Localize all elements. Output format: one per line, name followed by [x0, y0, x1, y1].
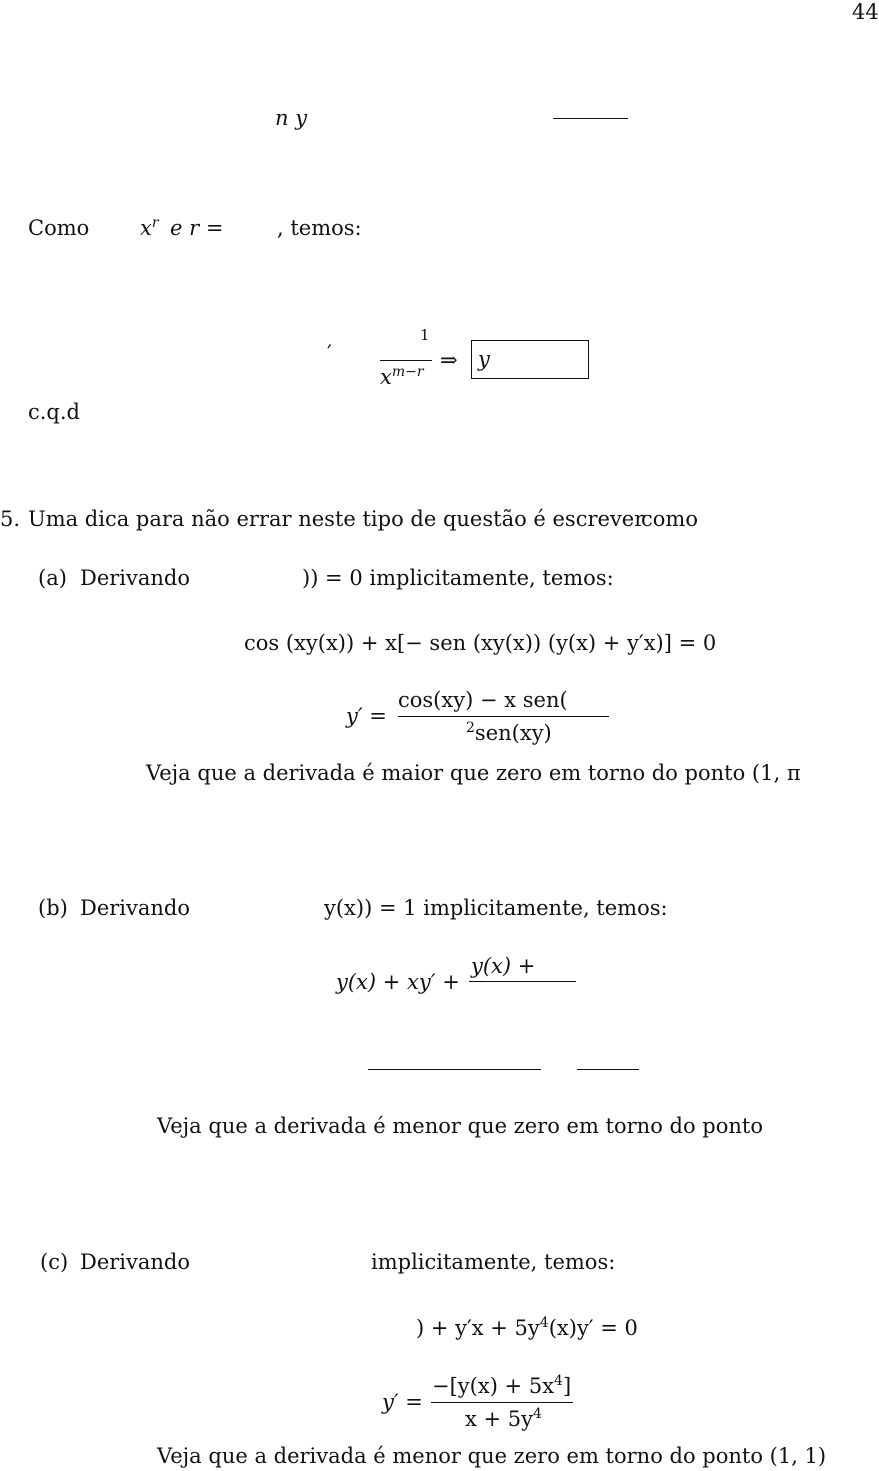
fraction-bar [553, 118, 628, 119]
item-c-eq2-denominator: $x + 5y^4$ [465, 1406, 542, 1431]
page-number: 44 [852, 0, 879, 24]
item-b-fraction-bar [469, 981, 576, 982]
item-b-remark: Veja que a derivada é menor que zero em torno do ponto [157, 1114, 763, 1138]
item-a-eq2-denominator: $^2$sen(xy) [466, 720, 552, 745]
item-a-eq2-numerator: cos(xy) − x sen( [398, 688, 568, 712]
item-a-label: (a) [38, 566, 67, 590]
question-number: 5. [0, 507, 21, 531]
question-intro: Uma dica para não errar neste tipo de questão é escrever [28, 507, 645, 531]
item-c-equation-1: ) + $y'x + 5y^4(x)y' = 0$ [416, 1315, 638, 1340]
item-b-eq1-numerator: y(x) + [471, 954, 536, 978]
result-fraction-bar [380, 360, 432, 361]
r-equals: e r = [170, 216, 224, 240]
boxed-result [471, 340, 589, 379]
item-c-fraction-bar [431, 1402, 573, 1403]
item-c-eq2-numerator: $-[y(x) + 5x^4]$ [432, 1373, 572, 1398]
item-b-statement: y(x)) = 1 implicitamente, temos: [324, 896, 668, 920]
x-power-r: $x^r$ [140, 215, 159, 240]
item-c-label: (c) [40, 1250, 69, 1274]
item-b-label: (b) [38, 896, 68, 920]
item-c-eq2-lhs: y′ = [382, 1390, 423, 1414]
item-c-remark: Veja que a derivada é menor que zero em torno do ponto (1, 1) [157, 1444, 827, 1468]
item-a-equation-1: cos (xy(x)) + x[− sen (xy(x)) (y(x) + y′x)] = 0 [244, 631, 717, 655]
item-b-eq1-lhs: y(x) + xy′ + [336, 970, 460, 994]
item-c-derivando: Derivando [80, 1250, 191, 1274]
item-a-derivando: Derivando [80, 566, 191, 590]
result-numerator: 1 [420, 326, 430, 344]
item-a-eq2-lhs: y′ = [346, 704, 387, 728]
item-a-remark: Veja que a derivada é maior que zero em torno do ponto (1, π [146, 761, 801, 785]
cqd: c.q.d [28, 400, 80, 424]
boxed-result-text: y [478, 347, 490, 371]
item-a-fraction-bar [398, 716, 609, 717]
item-a-statement: )) = 0 implicitamente, temos: [302, 566, 614, 590]
question-intro-como: como [641, 507, 698, 531]
item-b-fraction-bar-2 [368, 1069, 541, 1070]
item-c-statement: implicitamente, temos: [371, 1250, 616, 1274]
temos-text: , temos: [277, 216, 362, 240]
como-label: Como [28, 216, 90, 240]
top-formula-fragment: n y [275, 106, 308, 130]
item-b-fraction-bar-3 [577, 1069, 639, 1070]
prime-mark: ′ [327, 341, 332, 365]
result-denominator: $x^{m-r}$ [380, 364, 424, 389]
item-b-derivando: Derivando [80, 896, 191, 920]
implies-arrow: ⇒ [440, 348, 458, 372]
